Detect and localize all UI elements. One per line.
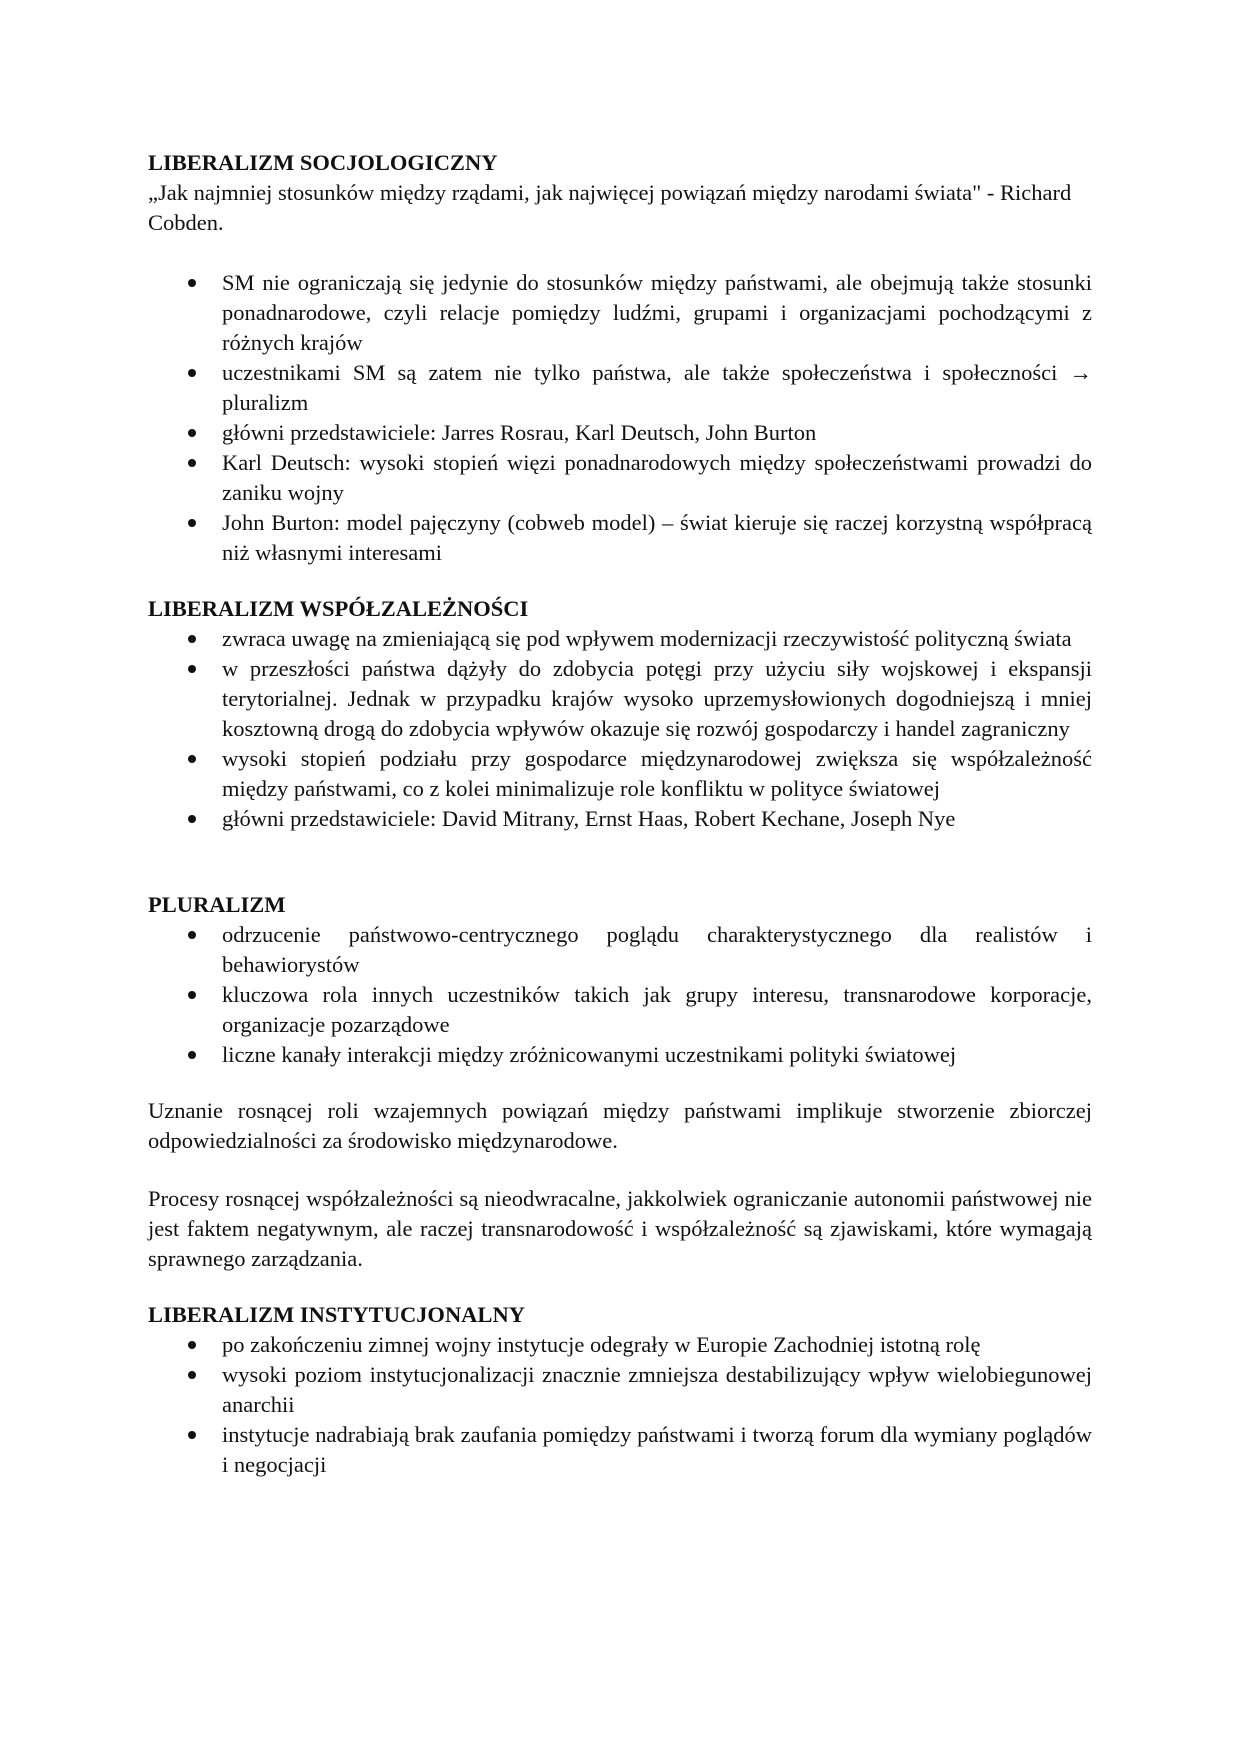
section-liberalizm-wspolzaleznosci [148,594,1092,834]
bullet-icon [188,1371,196,1379]
list-item [148,1040,1092,1070]
section-heading: PLURALIZM [148,892,286,917]
bullet-icon [188,1341,196,1349]
bullet-icon [188,635,196,643]
list-item-text: główni przedstawiciele: Jarres Rosrau, Karl Deutsch, John Burton [222,420,817,445]
section-heading: LIBERALIZM WSPÓŁZALEŻNOŚCI [148,596,529,621]
bullet-icon [188,459,196,467]
bullet-list [148,624,1092,834]
bullet-list [148,268,1092,568]
bullet-icon [188,991,196,999]
bullet-icon [188,1431,196,1439]
list-item [148,418,1092,448]
bullet-icon [188,279,196,287]
list-item-text: główni przedstawiciele: David Mitrany, Ernst Haas, Robert Kechane, Joseph Nye [222,806,956,831]
list-item [148,268,1092,358]
bullet-icon [188,815,196,823]
section-heading: LIBERALIZM SOCJOLOGICZNY [148,150,498,175]
list-item [148,1360,1092,1420]
bullet-icon [188,931,196,939]
section-pluralizm [148,890,1092,1274]
list-item [148,654,1092,744]
list-item-text: po zakończeniu zimnej wojny instytucje odegrały w Europie Zachodniej istotną rolę [222,1332,981,1357]
paragraph: Uznanie rosnącej roli wzajemnych powiązań między państwami implikuje stworzenie zbiorczej odpowiedzialności za środowisko międzynarodowe. [148,1098,1092,1153]
document-page [148,148,1092,1480]
bullet-icon [188,665,196,673]
bullet-icon [188,755,196,763]
list-item-text: SM nie ograniczają się jedynie do stosunków między państwami, ale obejmują także stosunki ponadnarodowe, czyli relacje pomiędzy ludźmi, grupami i organizacjami pochodzącymi z różnych krajów [222,270,1092,355]
list-item [148,980,1092,1040]
list-item-text: instytucje nadrabiają brak zaufania pomiędzy państwami i tworzą forum dla wymiany poglądów i negocjacji [222,1422,1092,1477]
list-item [148,624,1092,654]
list-item [148,1330,1092,1360]
bullet-icon [188,519,196,527]
list-item-text: w przeszłości państwa dążyły do zdobycia potęgi przy użyciu siły wojskowej i ekspansji terytorialnej. Jednak w przypadku krajów wysoko uprzemysłowionych dogodniejszą i mniej kosztowną drogą do zdobycia wpływów okazuje się rozwój gospodarczy i handel zagraniczny [222,656,1092,741]
list-item [148,920,1092,980]
list-item-text: odrzucenie państwowo-centrycznego poglądu charakterystycznego dla realistów i behawiorystów [222,922,1092,977]
quote-block [148,178,1092,238]
list-item [148,804,1092,834]
bullet-icon [188,369,196,377]
list-item-text: wysoki poziom instytucjonalizacji znacznie zmniejsza destabilizujący wpływ wielobiegunowej anarchii [222,1362,1092,1417]
paragraph: Procesy rosnącej współzależności są nieodwracalne, jakkolwiek ograniczanie autonomii państwowej nie jest faktem negatywnym, ale raczej transnarodowość i współzależność są zjawiskami, które wymagają sprawnego zarządzania. [148,1186,1092,1271]
bullet-list [148,920,1092,1070]
list-item-text: uczestnikami SM są zatem nie tylko państwa, ale także społeczeństwa i społeczności → pluralizm [222,360,1092,415]
bullet-icon [188,429,196,437]
bullet-list [148,1330,1092,1480]
list-item [148,744,1092,804]
list-item-text: Karl Deutsch: wysoki stopień więzi ponadnarodowych między społeczeństwami prowadzi do zaniku wojny [222,450,1092,505]
section-liberalizm-instytucjonalny [148,1300,1092,1480]
list-item [148,1420,1092,1480]
list-item-text: John Burton: model pajęczyny (cobweb model) – świat kieruje się raczej korzystną współpracą niż własnymi interesami [222,510,1092,565]
list-item-text: zwraca uwagę na zmieniającą się pod wpływem modernizacji rzeczywistość polityczną świata [222,626,1072,651]
quote-text: „Jak najmniej stosunków między rządami, jak najwięcej powiązań między narodami świata" - Richard Cobden. [148,180,1072,235]
list-item-text: kluczowa rola innych uczestników takich jak grupy interesu, transnarodowe korporacje, organizacje pozarządowe [222,982,1092,1037]
list-item [148,508,1092,568]
section-liberalizm-socjologiczny [148,148,1092,568]
list-item [148,358,1092,418]
list-item-text: wysoki stopień podziału przy gospodarce międzynarodowej zwiększa się współzależność między państwami, co z kolei minimalizuje role konfliktu w polityce światowej [222,746,1092,801]
bullet-icon [188,1051,196,1059]
section-heading: LIBERALIZM INSTYTUCJONALNY [148,1302,525,1327]
list-item-text: liczne kanały interakcji między zróżnicowanymi uczestnikami polityki światowej [222,1042,957,1067]
list-item [148,448,1092,508]
